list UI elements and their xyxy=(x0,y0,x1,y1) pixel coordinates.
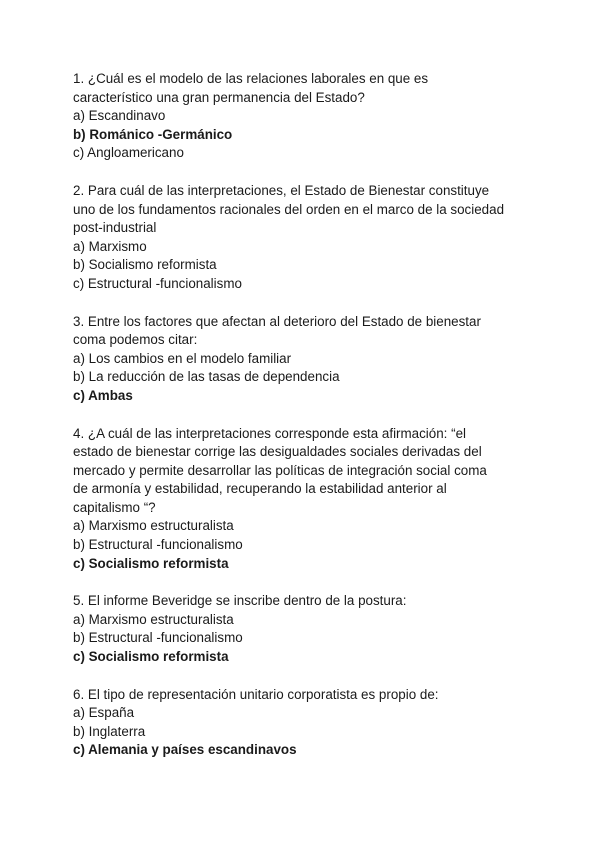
question-stem-line: 6. El tipo de representación unitario corporatista es propio de: xyxy=(73,686,439,702)
document-page xyxy=(73,70,543,779)
answer-option: a) Marxismo estructuralista xyxy=(73,611,234,627)
question-list xyxy=(73,70,543,760)
answer-option: a) España xyxy=(73,705,135,721)
question-4 xyxy=(73,425,543,574)
question-3 xyxy=(73,313,543,406)
question-stem-line: característico una gran permanencia del Estado? xyxy=(73,89,365,105)
question-1 xyxy=(73,70,543,163)
question-5 xyxy=(73,592,543,666)
answer-option-correct: c) Ambas xyxy=(73,387,133,403)
question-6 xyxy=(73,686,543,760)
answer-option: c) Angloamericano xyxy=(73,145,184,161)
question-stem-line: coma podemos citar: xyxy=(73,332,198,348)
answer-option: b) La reducción de las tasas de dependencia xyxy=(73,369,340,385)
question-stem-line: post-industrial xyxy=(73,220,157,236)
question-stem-line: 5. El informe Beveridge se inscribe dentro de la postura: xyxy=(73,593,407,609)
answer-option: a) Escandinavo xyxy=(73,108,166,124)
question-stem-line: estado de bienestar corrige las desigualdades sociales derivadas del xyxy=(73,444,482,460)
question-stem-line: 3. Entre los factores que afectan al deterioro del Estado de bienestar xyxy=(73,313,481,329)
question-stem-line: 2. Para cuál de las interpretaciones, el Estado de Bienestar constituye xyxy=(73,182,490,198)
answer-option-correct: c) Alemania y países escandinavos xyxy=(73,742,297,758)
answer-option: a) Marxismo xyxy=(73,238,147,254)
answer-option: b) Inglaterra xyxy=(73,723,146,739)
answer-option: a) Marxismo estructuralista xyxy=(73,518,234,534)
question-stem-line: 4. ¿A cuál de las interpretaciones corresponde esta afirmación: “el xyxy=(73,425,466,441)
answer-option: a) Los cambios en el modelo familiar xyxy=(73,350,292,366)
answer-option: b) Socialismo reformista xyxy=(73,257,217,273)
question-stem-line: 1. ¿Cuál es el modelo de las relaciones laborales en que es xyxy=(73,71,429,86)
answer-option: c) Estructural -funcionalismo xyxy=(73,275,242,291)
answer-option-correct: c) Socialismo reformista xyxy=(73,555,229,571)
answer-option-correct: c) Socialismo reformista xyxy=(73,649,229,665)
question-stem-line: mercado y permite desarrollar las políticas de integración social coma xyxy=(73,462,487,478)
answer-option-correct: b) Románico -Germánico xyxy=(73,126,233,142)
question-2 xyxy=(73,182,543,294)
answer-option: b) Estructural -funcionalismo xyxy=(73,537,243,553)
question-stem-line: uno de los fundamentos racionales del orden en el marco de la sociedad xyxy=(73,201,505,217)
question-stem-line: de armonía y estabilidad, recuperando la estabilidad anterior al xyxy=(73,481,447,497)
answer-option: b) Estructural -funcionalismo xyxy=(73,630,243,646)
question-stem-line: capitalismo “? xyxy=(73,499,156,515)
